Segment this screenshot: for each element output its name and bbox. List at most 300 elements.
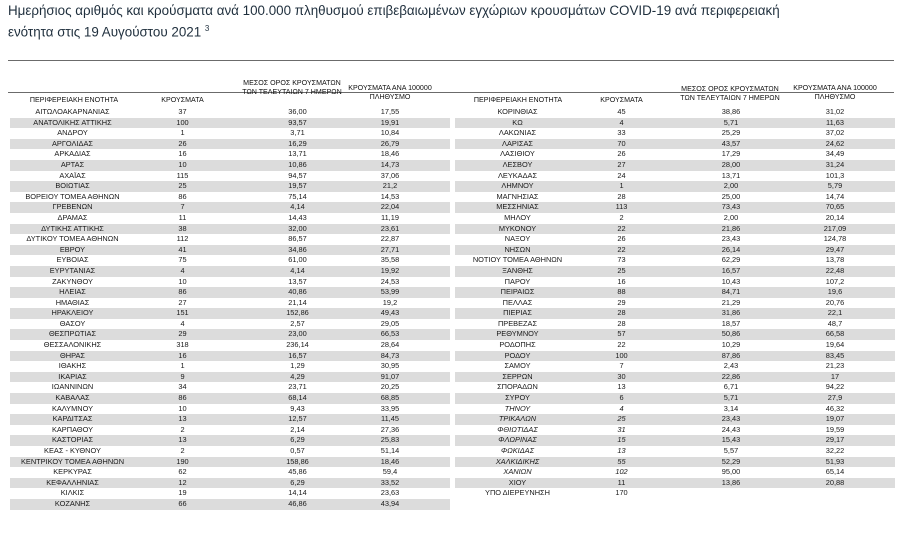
per100k-cell: 20,76 bbox=[825, 297, 845, 307]
avg7-cell: 25,00 bbox=[721, 191, 741, 201]
table-row bbox=[455, 308, 895, 319]
avg7-cell: 2,43 bbox=[723, 361, 739, 371]
avg7-cell: 18,57 bbox=[721, 318, 741, 328]
avg7-cell: 16,57 bbox=[288, 350, 307, 360]
region-cell: ΔΥΤΙΚΗΣ ΑΤΤΙΚΗΣ bbox=[41, 223, 104, 233]
cases-cell: 41 bbox=[178, 244, 187, 254]
header-avg7-line2: ΤΩΝ ΤΕΛΕΥΤΑΙΩΝ 7 ΗΜΕΡΩΝ bbox=[242, 87, 342, 96]
avg7-cell: 75,14 bbox=[288, 191, 307, 201]
header-avg7-line1-right: ΜΕΣΟΣ ΟΡΟΣ ΚΡΟΥΣΜΑΤΩΝ bbox=[681, 85, 779, 93]
cases-cell: 190 bbox=[176, 456, 189, 466]
avg7-cell: 45,86 bbox=[288, 467, 307, 477]
region-cell: ΜΕΣΣΗΝΙΑΣ bbox=[496, 202, 539, 212]
per100k-cell: 34,49 bbox=[825, 149, 845, 159]
region-cell: ΜΥΚΟΝΟΥ bbox=[498, 223, 537, 233]
cases-cell: 113 bbox=[615, 202, 628, 212]
region-cell: ΚΕΡΚΥΡΑΣ bbox=[53, 467, 92, 477]
avg7-cell: 2,57 bbox=[290, 318, 305, 328]
cases-cell: 34 bbox=[178, 382, 187, 392]
cases-cell: 16 bbox=[178, 149, 187, 159]
cases-cell: 170 bbox=[615, 488, 628, 498]
region-cell: ΘΕΣΠΡΩΤΙΑΣ bbox=[48, 329, 97, 339]
per100k-cell: 14,73 bbox=[380, 159, 400, 169]
avg7-cell: 31,86 bbox=[721, 308, 741, 318]
per100k-cell: 24,53 bbox=[380, 276, 400, 286]
cases-cell: 55 bbox=[617, 456, 626, 466]
avg7-cell: 3,71 bbox=[290, 128, 305, 138]
cases-cell: 31 bbox=[617, 424, 626, 434]
cases-cell: 1 bbox=[619, 181, 624, 191]
region-cell: ΝΟΤΙΟΥ ΤΟΜΕΑ ΑΘΗΝΩΝ bbox=[472, 255, 563, 265]
cases-cell: 86 bbox=[178, 287, 187, 297]
region-cell: ΦΘΙΩΤΙΔΑΣ bbox=[497, 424, 538, 434]
table-row bbox=[10, 404, 450, 415]
region-cell: ΝΗΣΩΝ bbox=[504, 244, 531, 254]
per100k-cell: 19,91 bbox=[380, 117, 400, 127]
header-per100k-line2: ΠΛΗΘΥΣΜΟ bbox=[369, 92, 411, 101]
cases-cell: 13 bbox=[178, 414, 187, 424]
per100k-cell: 49,43 bbox=[380, 308, 400, 318]
per100k-cell: 53,99 bbox=[380, 287, 400, 297]
per100k-cell: 17,55 bbox=[380, 107, 400, 116]
table-row bbox=[10, 118, 450, 129]
avg7-cell: 16,57 bbox=[721, 265, 741, 275]
avg7-cell: 94,57 bbox=[288, 170, 307, 180]
table-row bbox=[455, 139, 895, 150]
per100k-cell: 35,58 bbox=[380, 255, 400, 265]
region-cell: ΗΛΕΙΑΣ bbox=[59, 287, 86, 297]
per100k-cell: 22,87 bbox=[380, 234, 400, 244]
region-cell: ΚΙΛΚΙΣ bbox=[60, 488, 85, 498]
table-row bbox=[455, 287, 895, 298]
region-cell: ΚΕΝΤΡΙΚΟΥ ΤΟΜΕΑ ΑΘΗΝΩΝ bbox=[20, 456, 125, 466]
cases-cell: 29 bbox=[617, 297, 626, 307]
avg7-cell: 14,14 bbox=[288, 488, 307, 498]
avg7-cell: 5,71 bbox=[723, 393, 739, 403]
region-cell: ΛΕΥΚΑΔΑΣ bbox=[497, 170, 538, 180]
region-cell: ΚΕΑΣ - ΚΥΘΝΟΥ bbox=[44, 446, 101, 455]
cases-cell: 13 bbox=[617, 446, 626, 455]
per100k-cell: 19,64 bbox=[825, 340, 845, 350]
table-row bbox=[455, 393, 895, 404]
cases-cell: 115 bbox=[176, 170, 189, 180]
per100k-cell: 29,05 bbox=[380, 318, 400, 328]
region-cell: ΑΝΔΡΟΥ bbox=[57, 128, 88, 138]
cases-cell: 9 bbox=[180, 371, 185, 381]
avg7-cell: 24,43 bbox=[721, 424, 741, 434]
table-row bbox=[10, 435, 450, 446]
table-row bbox=[455, 181, 895, 192]
region-cell: ΠΕΙΡΑΙΩΣ bbox=[500, 287, 535, 297]
per100k-cell: 101,3 bbox=[825, 170, 845, 180]
table-row bbox=[455, 224, 895, 235]
table-row bbox=[10, 149, 450, 160]
left-header-per100k bbox=[340, 84, 440, 101]
avg7-cell: 5,57 bbox=[723, 446, 739, 455]
avg7-cell: 28,00 bbox=[721, 159, 741, 169]
cases-cell: 75 bbox=[178, 255, 187, 265]
cases-cell: 13 bbox=[617, 382, 626, 392]
region-cell: ΠΡΕΒΕΖΑΣ bbox=[497, 318, 538, 328]
cases-cell: 4 bbox=[619, 117, 624, 127]
region-cell: ΑΙΤΩΛΟΑΚΑΡΝΑΝΙΑΣ bbox=[35, 107, 110, 116]
cases-cell: 10 bbox=[178, 276, 187, 286]
cases-cell: 22 bbox=[617, 340, 626, 350]
right-header-region bbox=[458, 96, 578, 105]
cases-cell: 37 bbox=[178, 107, 187, 116]
region-cell: ΛΑΚΩΝΙΑΣ bbox=[498, 128, 537, 138]
cases-cell: 27 bbox=[178, 297, 187, 307]
avg7-cell: 10,86 bbox=[288, 159, 307, 169]
table-row bbox=[455, 404, 895, 415]
per100k-cell: 68,85 bbox=[380, 393, 400, 403]
per100k-cell: 17 bbox=[830, 371, 840, 381]
region-cell: ΑΝΑΤΟΛΙΚΗΣ ΑΤΤΙΚΗΣ bbox=[33, 117, 112, 127]
per100k-cell: 20,14 bbox=[825, 212, 845, 222]
table-row bbox=[10, 192, 450, 203]
avg7-cell: 10,29 bbox=[721, 340, 741, 350]
per100k-cell: 24,62 bbox=[825, 138, 845, 148]
avg7-cell: 68,14 bbox=[288, 393, 307, 403]
region-cell: ΘΑΣΟΥ bbox=[59, 318, 86, 328]
avg7-cell: 52,29 bbox=[721, 456, 741, 466]
per100k-cell: 20,88 bbox=[825, 477, 845, 487]
table-row bbox=[455, 128, 895, 139]
table-row bbox=[455, 446, 895, 457]
region-cell: ΚΑΒΑΛΑΣ bbox=[55, 393, 90, 403]
region-cell: ΒΟΡΕΙΟΥ ΤΟΜΕΑ ΑΘΗΝΩΝ bbox=[25, 191, 120, 201]
table-row bbox=[455, 160, 895, 171]
cases-cell: 1 bbox=[180, 128, 185, 138]
table-row bbox=[455, 255, 895, 266]
cases-cell: 88 bbox=[617, 287, 626, 297]
cases-cell: 22 bbox=[617, 244, 626, 254]
region-cell: ΖΑΚΥΝΘΟΥ bbox=[52, 276, 93, 286]
per100k-cell: 22,04 bbox=[380, 202, 400, 212]
region-cell: ΔΥΤΙΚΟΥ ΤΟΜΕΑ ΑΘΗΝΩΝ bbox=[26, 234, 119, 244]
cases-cell: 7 bbox=[180, 202, 185, 212]
region-cell: ΒΟΙΩΤΙΑΣ bbox=[55, 181, 90, 191]
avg7-cell: 38,86 bbox=[721, 107, 741, 116]
region-cell: ΚΑΣΤΟΡΙΑΣ bbox=[51, 435, 94, 445]
table-row bbox=[455, 202, 895, 213]
avg7-cell: 4,14 bbox=[290, 265, 305, 275]
per100k-cell: 66,53 bbox=[380, 329, 400, 339]
region-cell: ΦΩΚΙΔΑΣ bbox=[500, 446, 535, 455]
cases-cell: 10 bbox=[178, 403, 187, 413]
right-header-avg7 bbox=[676, 85, 784, 102]
avg7-cell: 158,86 bbox=[286, 456, 309, 466]
region-cell: ΠΑΡΟΥ bbox=[504, 276, 531, 286]
table-row bbox=[10, 224, 450, 235]
avg7-cell: 14,43 bbox=[288, 212, 307, 222]
cases-cell: 86 bbox=[178, 393, 187, 403]
table-row bbox=[10, 298, 450, 309]
cases-cell: 29 bbox=[178, 329, 187, 339]
per100k-cell: 65,14 bbox=[825, 467, 845, 477]
avg7-cell: 62,29 bbox=[721, 255, 741, 265]
region-cell: ΑΡΤΑΣ bbox=[60, 159, 85, 169]
region-cell: ΙΩΑΝΝΙΝΩΝ bbox=[51, 382, 94, 392]
per100k-cell: 23,63 bbox=[380, 488, 400, 498]
avg7-cell: 87,86 bbox=[721, 350, 741, 360]
table-row bbox=[10, 425, 450, 436]
avg7-cell: 36,00 bbox=[288, 107, 307, 116]
region-cell: ΛΑΡΙΣΑΣ bbox=[502, 138, 533, 148]
avg7-cell: 13,71 bbox=[288, 149, 307, 159]
region-cell: ΜΗΛΟΥ bbox=[504, 212, 531, 222]
cases-cell: 45 bbox=[617, 107, 626, 116]
table-row bbox=[10, 213, 450, 224]
right-data-table bbox=[455, 107, 895, 499]
cases-cell: 27 bbox=[617, 159, 626, 169]
per100k-cell: 51,14 bbox=[380, 446, 400, 455]
table-row bbox=[10, 361, 450, 372]
avg7-cell: 23,00 bbox=[288, 329, 307, 339]
region-cell: ΝΑΞΟΥ bbox=[504, 234, 531, 244]
avg7-cell: 6,29 bbox=[290, 435, 305, 445]
cases-cell: 22 bbox=[617, 223, 626, 233]
table-row bbox=[455, 457, 895, 468]
avg7-cell: 6,29 bbox=[290, 477, 305, 487]
table-row bbox=[10, 245, 450, 256]
table-row bbox=[10, 308, 450, 319]
table-row bbox=[10, 488, 450, 499]
region-cell: ΘΕΣΣΑΛΟΝΙΚΗΣ bbox=[43, 340, 102, 350]
per100k-cell: 70,65 bbox=[825, 202, 845, 212]
avg7-cell: 50,86 bbox=[721, 329, 741, 339]
cases-cell: 7 bbox=[619, 361, 624, 371]
table-row bbox=[455, 488, 895, 499]
table-row bbox=[10, 340, 450, 351]
cases-cell: 16 bbox=[617, 276, 626, 286]
header-region-label: ΠΕΡΙΦΕΡΕΙΑΚΗ ΕΝΟΤΗΤΑ bbox=[29, 96, 119, 104]
region-cell: ΕΥΒΟΙΑΣ bbox=[56, 255, 89, 265]
cases-cell: 151 bbox=[176, 308, 189, 318]
table-row bbox=[455, 234, 895, 245]
avg7-cell: 0,57 bbox=[290, 446, 305, 455]
cases-cell: 318 bbox=[176, 340, 189, 350]
per100k-cell: 25,83 bbox=[380, 435, 400, 445]
per100k-cell: 46,32 bbox=[825, 403, 845, 413]
table-row bbox=[10, 128, 450, 139]
per100k-cell: 83,45 bbox=[825, 350, 845, 360]
cases-cell: 28 bbox=[617, 308, 626, 318]
per100k-cell: 20,25 bbox=[380, 382, 400, 392]
region-cell: ΓΡΕΒΕΝΩΝ bbox=[52, 202, 93, 212]
per100k-cell: 19,92 bbox=[380, 265, 400, 275]
avg7-cell: 16,29 bbox=[288, 138, 307, 148]
header-per100k-line1: ΚΡΟΥΣΜΑΤΑ ΑΝΑ 100000 bbox=[348, 84, 432, 92]
per100k-cell: 91,07 bbox=[380, 371, 400, 381]
avg7-cell: 1,29 bbox=[290, 361, 305, 371]
table-row bbox=[455, 435, 895, 446]
avg7-cell: 3,14 bbox=[723, 403, 739, 413]
table-row bbox=[455, 245, 895, 256]
region-cell: ΧΑΝΙΩΝ bbox=[503, 467, 532, 477]
table-row bbox=[10, 467, 450, 478]
avg7-cell: 4,14 bbox=[290, 202, 305, 212]
cases-cell: 19 bbox=[178, 488, 187, 498]
region-cell: ΤΗΝΟΥ bbox=[504, 403, 531, 413]
cases-cell: 4 bbox=[180, 318, 185, 328]
cases-cell: 38 bbox=[178, 223, 187, 233]
avg7-cell: 22,86 bbox=[721, 371, 741, 381]
per100k-cell: 43,94 bbox=[380, 498, 400, 508]
per100k-cell: 19,07 bbox=[825, 414, 845, 424]
region-cell: ΜΑΓΝΗΣΙΑΣ bbox=[496, 191, 539, 201]
table-row bbox=[10, 107, 450, 118]
per100k-cell: 30,95 bbox=[380, 361, 400, 371]
avg7-cell: 43,57 bbox=[721, 138, 741, 148]
avg7-cell: 13,86 bbox=[721, 477, 741, 487]
table-row bbox=[455, 171, 895, 182]
cases-cell: 25 bbox=[617, 414, 626, 424]
header-avg7-line1: ΜΕΣΟΣ ΟΡΟΣ ΚΡΟΥΣΜΑΤΩΝ bbox=[243, 79, 341, 87]
table-row bbox=[10, 171, 450, 182]
table-row bbox=[455, 478, 895, 489]
region-cell: ΣΠΟΡΑΔΩΝ bbox=[497, 382, 538, 392]
header-per100k-line2-right: ΠΛΗΘΥΣΜΟ bbox=[814, 92, 856, 101]
cases-cell: 30 bbox=[617, 371, 626, 381]
table-row bbox=[455, 351, 895, 362]
per100k-cell: 19,2 bbox=[382, 297, 398, 307]
avg7-cell: 95,00 bbox=[721, 467, 741, 477]
cases-cell: 16 bbox=[178, 350, 187, 360]
region-cell: ΥΠΟ ΔΙΕΡΕΥΝΗΣΗ bbox=[485, 488, 550, 498]
avg7-cell: 21,29 bbox=[721, 297, 741, 307]
table-row bbox=[10, 372, 450, 383]
per100k-cell: 107,2 bbox=[825, 276, 845, 286]
region-cell: ΧΙΟΥ bbox=[508, 477, 527, 487]
region-cell: ΗΜΑΘΙΑΣ bbox=[55, 297, 90, 307]
per100k-cell: 11,45 bbox=[381, 414, 399, 424]
page-title bbox=[8, 2, 888, 41]
per100k-cell: 10,84 bbox=[380, 128, 400, 138]
table-row bbox=[455, 340, 895, 351]
region-cell: ΚΟΖΑΝΗΣ bbox=[54, 498, 91, 508]
per100k-cell: 31,24 bbox=[825, 159, 845, 169]
region-cell: ΙΘΑΚΗΣ bbox=[58, 361, 87, 371]
table-row bbox=[10, 234, 450, 245]
table-row bbox=[10, 446, 450, 457]
per100k-cell: 27,36 bbox=[380, 424, 400, 434]
header-per100k-line1-right: ΚΡΟΥΣΜΑΤΑ ΑΝΑ 100000 bbox=[793, 84, 877, 92]
per100k-cell: 5,79 bbox=[827, 181, 843, 191]
table-row bbox=[455, 361, 895, 372]
avg7-cell: 10,43 bbox=[721, 276, 741, 286]
region-cell: ΡΕΘΥΜΝΟΥ bbox=[496, 329, 539, 339]
avg7-cell: 46,86 bbox=[288, 498, 307, 508]
per100k-cell: 23,61 bbox=[380, 223, 400, 233]
table-row bbox=[455, 277, 895, 288]
table-row bbox=[455, 329, 895, 340]
table-row bbox=[10, 277, 450, 288]
per100k-cell: 19,59 bbox=[825, 424, 845, 434]
table-row bbox=[455, 382, 895, 393]
table-row bbox=[455, 118, 895, 129]
avg7-cell: 236,14 bbox=[286, 340, 309, 350]
region-cell: ΠΙΕΡΙΑΣ bbox=[503, 308, 532, 318]
per100k-cell: 33,95 bbox=[380, 403, 400, 413]
per100k-cell: 27,71 bbox=[380, 244, 400, 254]
cases-cell: 26 bbox=[178, 138, 187, 148]
table-row bbox=[10, 181, 450, 192]
title-line-2: ενότητα στις 19 Αυγούστου 2021 bbox=[8, 24, 202, 40]
per100k-cell: 48,7 bbox=[827, 318, 843, 328]
region-cell: ΕΒΡΟΥ bbox=[59, 244, 86, 254]
cases-cell: 15 bbox=[617, 435, 626, 445]
cases-cell: 4 bbox=[180, 265, 185, 275]
table-row bbox=[10, 287, 450, 298]
per100k-cell: 18,46 bbox=[380, 456, 400, 466]
table-row bbox=[10, 255, 450, 266]
region-cell: ΘΗΡΑΣ bbox=[60, 350, 85, 360]
avg7-cell: 2,14 bbox=[290, 424, 305, 434]
left-header-region bbox=[14, 96, 134, 105]
avg7-cell: 13,57 bbox=[288, 276, 307, 286]
cases-cell: 1 bbox=[180, 361, 185, 371]
cases-cell: 28 bbox=[617, 318, 626, 328]
table-row bbox=[10, 393, 450, 404]
header-cases-label: ΚΡΟΥΣΜΑΤΑ bbox=[161, 96, 204, 104]
avg7-cell: 93,57 bbox=[288, 117, 307, 127]
cases-cell: 57 bbox=[617, 329, 626, 339]
avg7-cell: 32,00 bbox=[288, 223, 307, 233]
table-row bbox=[10, 160, 450, 171]
cases-cell: 6 bbox=[619, 393, 624, 403]
per100k-cell: 11,63 bbox=[826, 117, 844, 127]
avg7-cell: 86,57 bbox=[288, 234, 307, 244]
per100k-cell: 33,52 bbox=[380, 477, 400, 487]
left-data-table bbox=[10, 107, 450, 510]
right-header-per100k bbox=[785, 84, 885, 101]
cases-cell: 62 bbox=[178, 467, 187, 477]
per100k-cell: 14,53 bbox=[380, 191, 400, 201]
per100k-cell: 66,58 bbox=[825, 329, 845, 339]
avg7-cell: 23,71 bbox=[288, 382, 307, 392]
region-cell: ΚΑΡΠΑΘΟΥ bbox=[51, 424, 94, 434]
table-row bbox=[10, 139, 450, 150]
cases-cell: 13 bbox=[178, 435, 187, 445]
avg7-cell: 23,43 bbox=[721, 414, 741, 424]
per100k-cell: 37,06 bbox=[380, 170, 400, 180]
table-row bbox=[10, 382, 450, 393]
cases-cell: 70 bbox=[617, 138, 626, 148]
cases-cell: 2 bbox=[180, 446, 185, 455]
cases-cell: 28 bbox=[617, 191, 626, 201]
region-cell: ΑΡΓΟΛΙΔΑΣ bbox=[52, 138, 93, 148]
avg7-cell: 34,86 bbox=[288, 244, 307, 254]
avg7-cell: 23,43 bbox=[721, 234, 741, 244]
avg7-cell: 6,71 bbox=[723, 382, 739, 392]
avg7-cell: 152,86 bbox=[286, 308, 309, 318]
per100k-cell: 21,2 bbox=[382, 181, 398, 191]
cases-cell: 2 bbox=[180, 424, 185, 434]
avg7-cell: 21,86 bbox=[721, 223, 741, 233]
header-region-label-right: ΠΕΡΙΦΕΡΕΙΑΚΗ ΕΝΟΤΗΤΑ bbox=[473, 96, 563, 104]
region-cell: ΑΡΚΑΔΙΑΣ bbox=[54, 149, 91, 159]
region-cell: ΛΗΜΝΟΥ bbox=[501, 181, 534, 191]
region-cell: ΛΑΣΙΘΙΟΥ bbox=[500, 149, 535, 159]
region-cell: ΗΡΑΚΛΕΙΟΥ bbox=[51, 308, 94, 318]
cases-cell: 86 bbox=[178, 191, 187, 201]
table-row bbox=[455, 414, 895, 425]
per100k-cell: 19,6 bbox=[827, 287, 843, 297]
cases-cell: 2 bbox=[619, 212, 624, 222]
avg7-cell: 13,71 bbox=[721, 170, 741, 180]
right-header-cases bbox=[594, 96, 649, 105]
